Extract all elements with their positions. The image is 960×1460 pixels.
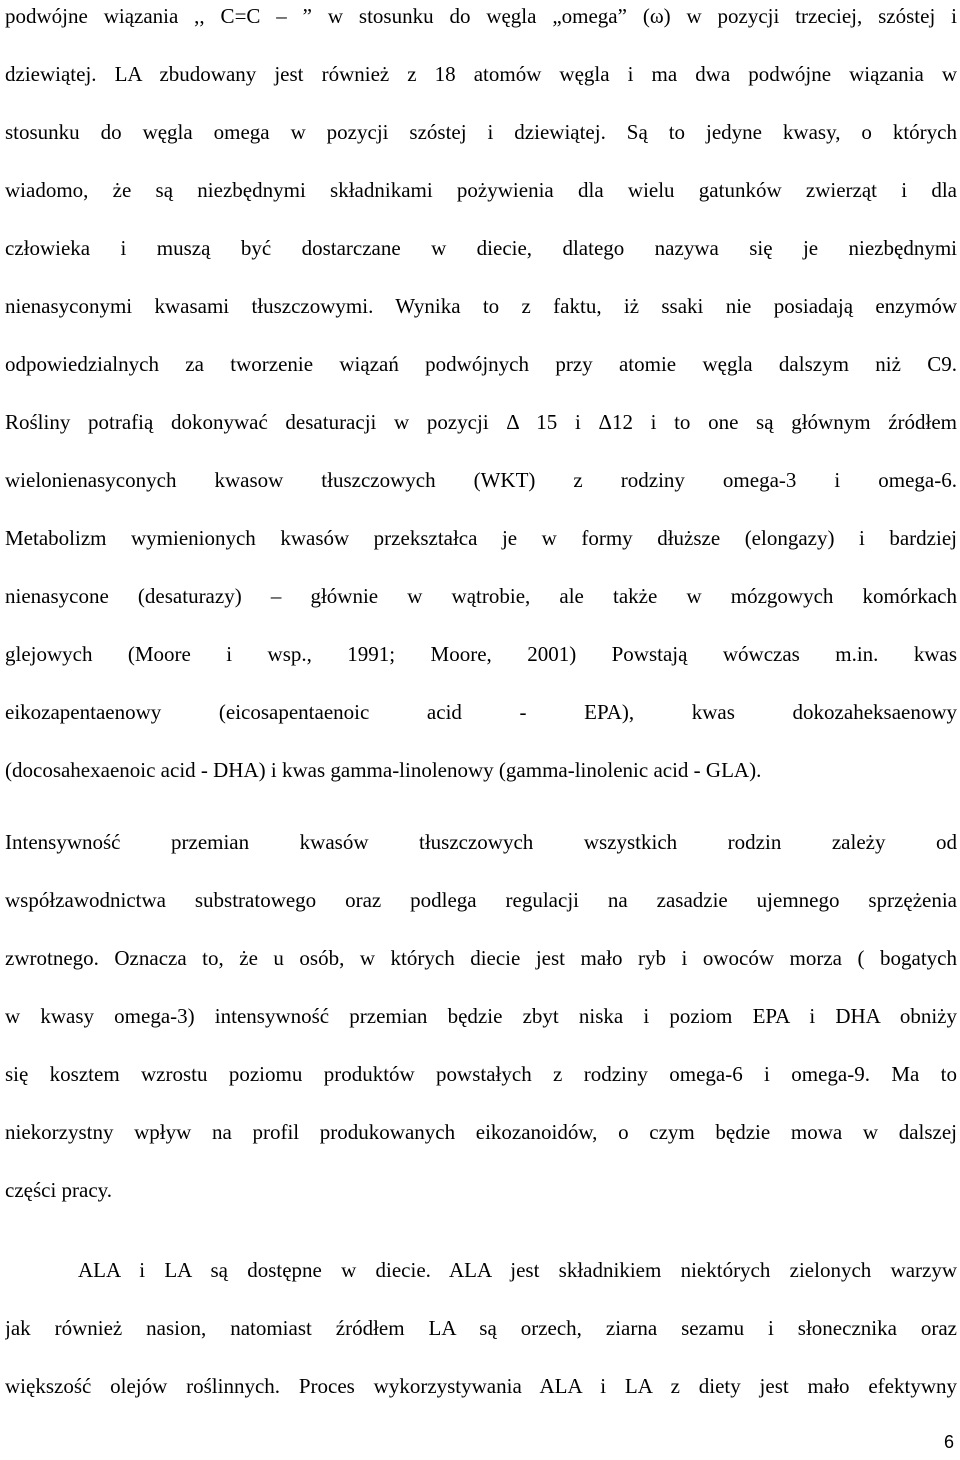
text-line: wielonienasyconych kwasow tłuszczowych (WKT) z rodziny omega-3 i omega-6. xyxy=(5,468,957,492)
text-line: stosunku do węgla omega w pozycji szóstej i dziewiątej. Są to jedyne kwasy, o których xyxy=(5,120,957,144)
text-line: nienasyconymi kwasami tłuszczowymi. Wynika to z faktu, iż ssaki nie posiadają enzymów xyxy=(5,294,957,318)
text-line: Intensywność przemian kwasów tłuszczowych wszystkich rodzin zależy od xyxy=(5,830,957,854)
text-line: odpowiedzialnych za tworzenie wiązań podwójnych przy atomie węgla dalszym niż C9. xyxy=(5,352,957,376)
text-line: wiadomo, że są niezbędnymi składnikami pożywienia dla wielu gatunków zwierząt i dla xyxy=(5,178,957,202)
text-line: ALA i LA są dostępne w diecie. ALA jest składnikiem niektórych zielonych warzyw xyxy=(78,1258,957,1282)
text-line: podwójne wiązania ,, C=C – ” w stosunku do węgla „omega” (ω) w pozycji trzeciej, szóstej i xyxy=(5,4,957,28)
text-line: się kosztem wzrostu poziomu produktów powstałych z rodziny omega-6 i omega-9. Ma to xyxy=(5,1062,957,1086)
text-line: części pracy. xyxy=(5,1178,113,1202)
paragraph-omega-fatty-acids xyxy=(5,0,957,799)
text-line: niekorzystny wpływ na profil produkowanych eikozanoidów, o czym będzie mowa w dalszej xyxy=(5,1120,957,1144)
text-line: dziewiątej. LA zbudowany jest również z 18 atomów węgla i ma dwa podwójne wiązania w xyxy=(5,62,957,86)
text-line: zwrotnego. Oznacza to, że u osób, w których diecie jest mało ryb i owoców morza ( bogatych xyxy=(5,946,957,970)
paragraph-metabolism-intensity xyxy=(5,813,957,1219)
text-line: współzawodnictwa substratowego oraz podlega regulacji na zasadzie ujemnego sprzężenia xyxy=(5,888,957,912)
text-line: nienasycone (desaturazy) – głównie w wątrobie, ale także w mózgowych komórkach xyxy=(5,584,957,608)
text-line: jak również nasion, natomiast źródłem LA są orzech, ziarna sezamu i słonecznika oraz xyxy=(5,1316,957,1340)
text-line: (docosahexaenoic acid - DHA) i kwas gamma-linolenowy (gamma-linolenic acid - GLA). xyxy=(5,758,762,782)
text-line: eikozapentaenowy (eicosapentaenoic acid - EPA), kwas dokozaheksaenowy xyxy=(5,700,957,724)
text-line: Rośliny potrafią dokonywać desaturacji w pozycji Δ 15 i Δ12 i to one są głównym źródłem xyxy=(5,410,957,434)
text-line: człowieka i muszą być dostarczane w diecie, dlatego nazywa się je niezbędnymi xyxy=(5,236,957,260)
text-line: w kwasy omega-3) intensywność przemian będzie zbyt niska i poziom EPA i DHA obniży xyxy=(5,1004,957,1028)
text-line: większość olejów roślinnych. Proces wykorzystywania ALA i LA z diety jest mało efektywny xyxy=(5,1374,957,1398)
page-number: 6 xyxy=(943,1432,954,1452)
text-line: Metabolizm wymienionych kwasów przekształca je w formy dłuższe (elongazy) i bardziej xyxy=(5,526,957,550)
paragraph-dietary-sources xyxy=(5,1241,957,1415)
text-line: glejowych (Moore i wsp., 1991; Moore, 2001) Powstają wówczas m.in. kwas xyxy=(5,642,957,666)
